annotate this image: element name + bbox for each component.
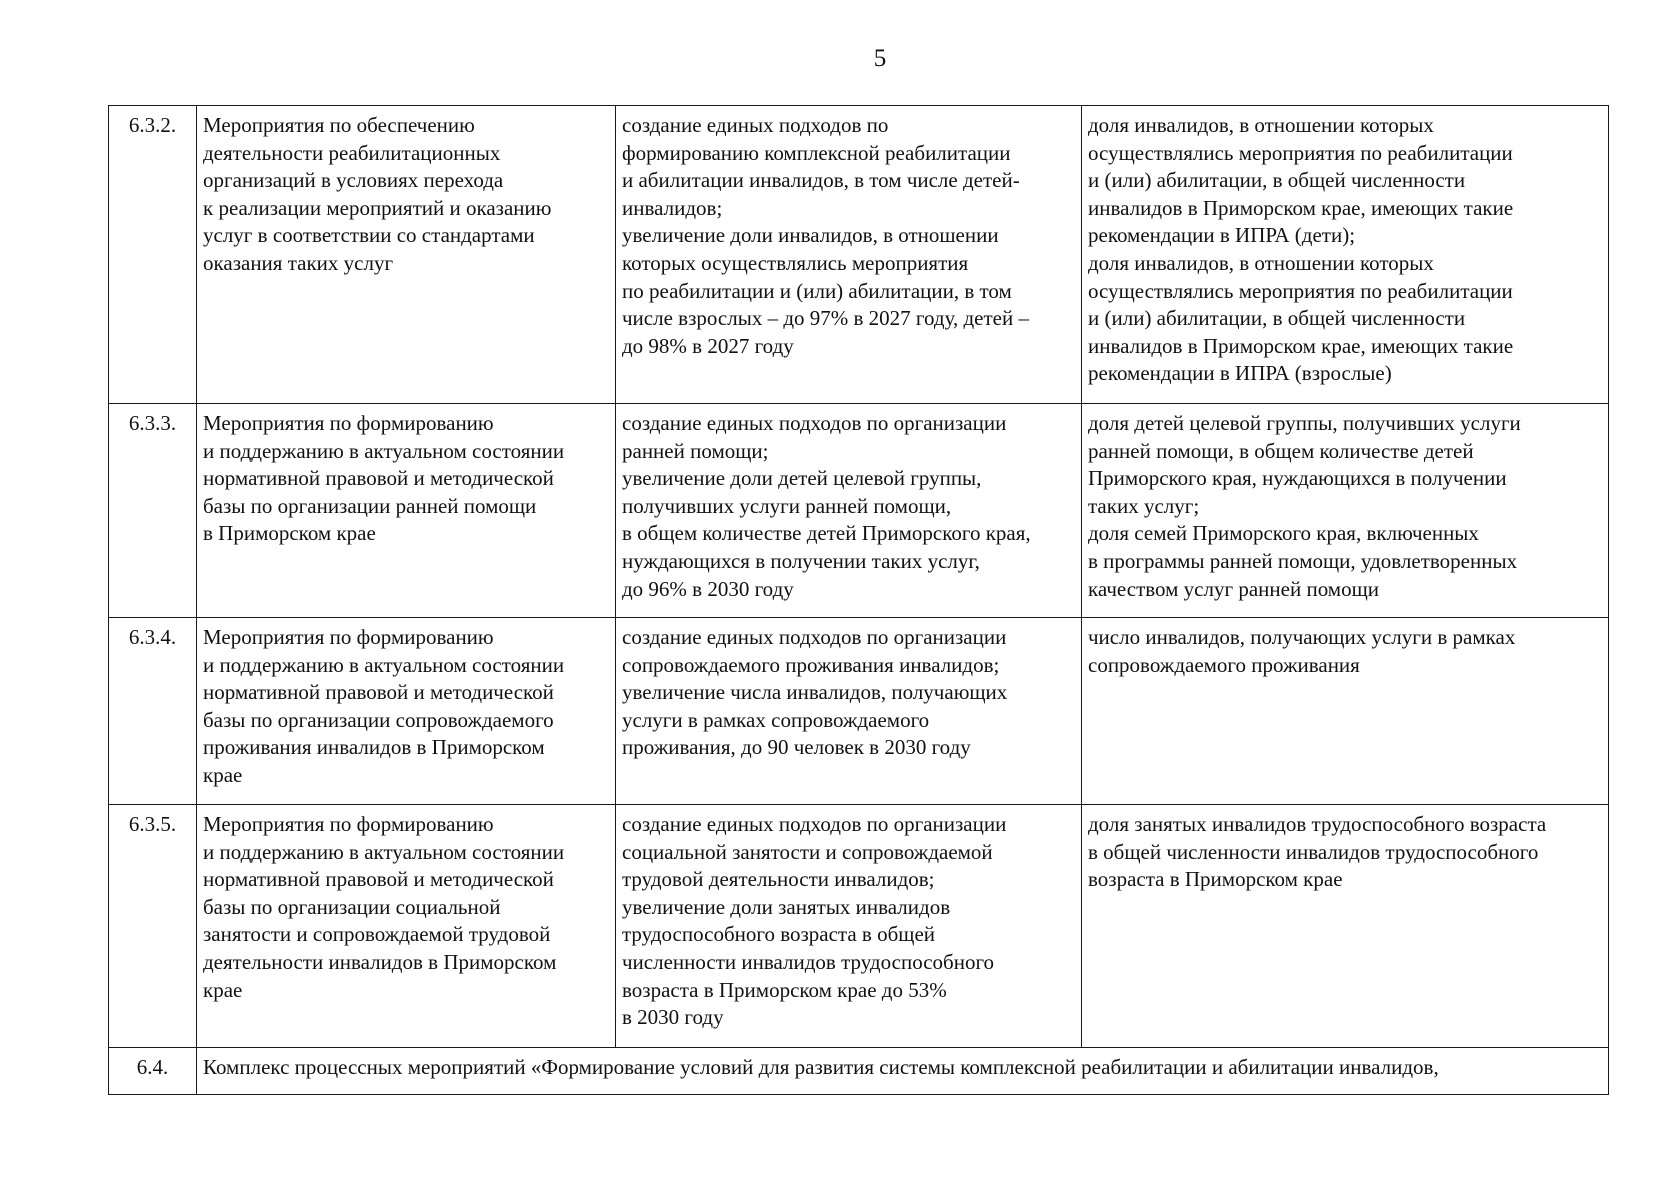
page-number: 5 — [873, 45, 887, 72]
row-number: 6.3.5. — [109, 805, 197, 1048]
row-number: 6.3.3. — [109, 404, 197, 618]
result-cell: создание единых подходов по организации ранней помощи; увеличение доли детей целевой группы, получивших услуги ранней помощи, в общем количестве детей Приморского края, нуждающихся в получении таких услуг, до 96% в 2030 году — [616, 404, 1082, 618]
table-row — [109, 106, 1609, 404]
table-row — [109, 618, 1609, 805]
indicator-cell: доля занятых инвалидов трудоспособного возраста в общей численности инвалидов трудоспособного возраста в Приморском крае — [1082, 805, 1609, 1048]
indicator-cell: доля инвалидов, в отношении которых осуществлялись мероприятия по реабилитации и (или) абилитации, в общей численности инвалидов в Приморском крае, имеющих такие рекомендации в ИПРА (дети); доля инвалидов, в отношении которых осуществлялись мероприятия по реабилитации и (или) абилитации, в общей численности инвалидов в Приморском крае, имеющих такие рекомендации в ИПРА (взрослые) — [1082, 106, 1609, 404]
indicator-cell: доля детей целевой группы, получивших услуги ранней помощи, в общем количестве детей Приморского края, нуждающихся в получении таких услуг; доля семей Приморского края, включенных в программы ранней помощи, удовлетворенных качеством услуг ранней помощи — [1082, 404, 1609, 618]
table-row — [109, 805, 1609, 1048]
row-number: 6.4. — [109, 1048, 197, 1095]
table-row — [109, 404, 1609, 618]
result-cell: создание единых подходов по формированию комплексной реабилитации и абилитации инвалидов, в том числе детей- инвалидов; увеличение доли инвалидов, в отношении которых осуществлялись мероприятия по реабилитации и (или) абилитации, в том числе взрослых – до 97% в 2027 году, детей – до 98% в 2027 году — [616, 106, 1082, 404]
result-cell: создание единых подходов по организации социальной занятости и сопровождаемой трудовой деятельности инвалидов; увеличение доли занятых инвалидов трудоспособного возраста в общей численности инвалидов трудоспособного возраста в Приморском крае до 53% в 2030 году — [616, 805, 1082, 1048]
row-number: 6.3.4. — [109, 618, 197, 805]
row-number: 6.3.2. — [109, 106, 197, 404]
complex-title-cell: Комплекс процессных мероприятий «Формирование условий для развития системы комплексной реабилитации и абилитации инвалидов, — [197, 1048, 1609, 1095]
measure-cell: Мероприятия по обеспечению деятельности реабилитационных организаций в условиях перехода к реализации мероприятий и оказанию услуг в соответствии со стандартами оказания таких услуг — [197, 106, 616, 404]
measure-cell: Мероприятия по формированию и поддержанию в актуальном состоянии нормативной правовой и методической базы по организации социальной занятости и сопровождаемой трудовой деятельности инвалидов в Приморском крае — [197, 805, 616, 1048]
measure-cell: Мероприятия по формированию и поддержанию в актуальном состоянии нормативной правовой и методической базы по организации ранней помощи в Приморском крае — [197, 404, 616, 618]
measure-cell: Мероприятия по формированию и поддержанию в актуальном состоянии нормативной правовой и методической базы по организации сопровождаемого проживания инвалидов в Приморском крае — [197, 618, 616, 805]
table-row-final — [109, 1048, 1609, 1095]
measures-table — [108, 105, 1609, 1095]
result-cell: создание единых подходов по организации сопровождаемого проживания инвалидов; увеличение числа инвалидов, получающих услуги в рамках сопровождаемого проживания, до 90 человек в 2030 году — [616, 618, 1082, 805]
indicator-cell: число инвалидов, получающих услуги в рамках сопровождаемого проживания — [1082, 618, 1609, 805]
